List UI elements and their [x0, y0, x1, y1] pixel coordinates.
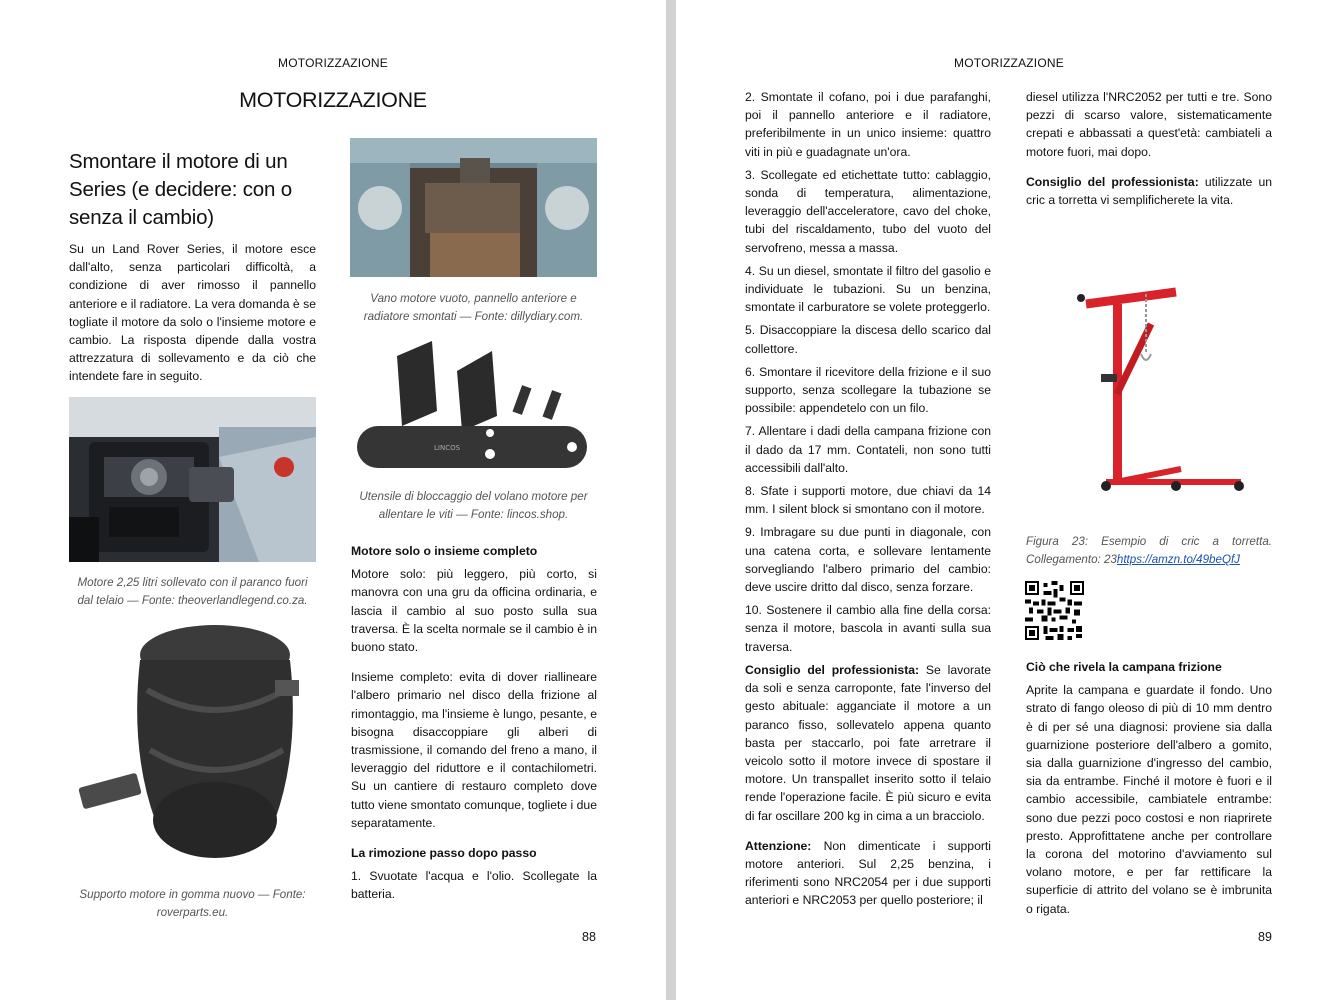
para-motore-solo: Motore solo: più leggero, più corto, si manovra con una gru da officina ordinaria, e lascia il cambio al suo posto sulla sua traversa. È la scelta normale se il cambio è in buono stato. — [351, 567, 597, 655]
attention-paragraph — [745, 837, 991, 910]
engine-bay-caption: Vano motore vuoto, pannello anteriore e radiatore smontati — Fonte: dillydiary.com. — [363, 292, 584, 323]
step-5: 5. Disaccoppiare la discesa dello scarico dal collettore. — [745, 323, 991, 356]
step-2: 2. Smontate il cofano, poi i due parafanghi, poi il pannello anteriore e il radiatore, preferibilmente in un unico insieme: quattro viti in più e guadagnate un'ora. — [745, 90, 991, 159]
tip-professional-1 — [745, 661, 991, 825]
qr-code[interactable] — [1025, 581, 1084, 640]
amazon-link[interactable]: https://amzn.to/49beQfJ — [1116, 553, 1240, 566]
intro-paragraph: Su un Land Rover Series, il motore esce dall'alto, senza particolari difficoltà, a condizione di aver rimosso il pannello anteriore e il radiatore. La vera domanda è se togliate il motore da solo o l'insieme motore e cambio. La risposta dipende dalla vostra attrezzatura di sollevamento e da ciò che intendete fare in seguito. — [69, 242, 316, 384]
step-8: 8. Sfate i supporti motore, due chiavi da 14 mm. I silent block si smontano con il motore. — [745, 484, 991, 517]
tip-2-label: Consiglio del professionista: — [1026, 174, 1199, 189]
book-gutter — [666, 0, 676, 1000]
tip-professional-2 — [1026, 173, 1272, 209]
step-4: 4. Su un diesel, smontate il filtro del gasolio e individuate le tubazioni. Su un benzina, smontate il carburatore se volete proteggerlo. — [745, 263, 991, 315]
para-campana: Aprite la campana e guardate il fondo. Uno strato di fango oleoso di più di 10 mm dentro è di per sé una diagnosi: proviene sia dalla guarnizione posteriore dell'albero a gomito, sia dalla guarnizione d'ingresso del cambio, sia da entrambe. Finché il motore è fuori e il cambio accessibile, cambiatele entrambe: sono due pezzi poco costosi e non riaprirete presto. Approfittatene anche per controllare la corona del motorino d'avviamento sul volano motore, e per far rettificare la superficie di attrito del volano se è imbrunita o rigata. — [1026, 683, 1272, 916]
campana-column — [1026, 652, 1272, 923]
left-column — [69, 148, 316, 391]
para-insieme-completo: Insieme completo: evita di dover riallineare l'albero primario nel disco della frizione al rimontaggio, ma l'insieme è lungo, pesante, e bisogna disaccoppiare gli alberi di trasmissione, il comando del freno a mano, il leveraggio del riduttore e il contachilometri. Su un cantiere di restauro completo dove tutto viene smontato comunque, togliete i due separatamente. — [351, 670, 597, 830]
tip-1-label: Consiglio del professionista: — [745, 662, 920, 677]
section-title: Smontare il motore di un Series (e decidere: con o senza il cambio) — [69, 150, 292, 229]
tool-brand-logo: LINCOS — [434, 444, 461, 452]
right-page — [676, 0, 1342, 1000]
flywheel-tool-caption: Utensile di bloccaggio del volano motore per allentare le viti — Fonte: lincos.shop. — [359, 490, 588, 521]
attention-label: Attenzione: — [745, 838, 812, 853]
engine-mount-caption: Supporto motore in gomma nuovo — Fonte: roverparts.eu. — [79, 888, 306, 919]
steps-column — [745, 88, 991, 915]
attention-text: Non dimenticate i supporti motore anteriori. Sul 2,25 benzina, i riferimenti sono NRC2054 per i due supporti anteriori e NRC2053 per quello posteriore; il — [745, 838, 992, 908]
page-number-left: 88 — [582, 930, 596, 944]
chapter-title: MOTORIZZAZIONE — [239, 88, 427, 112]
step-1: 1. Svuotate l'acqua e l'olio. Scollegate la batteria. — [351, 869, 597, 902]
crane-caption-text: Figura 23: Esempio di cric a torretta. Collegamento: 23 — [1026, 535, 1272, 566]
running-head-left: MOTORIZZAZIONE — [278, 56, 388, 70]
running-head-right: MOTORIZZAZIONE — [954, 56, 1064, 70]
tip-column — [1026, 88, 1272, 214]
crane-figure-caption — [1026, 533, 1272, 569]
engine-crane-photo — [1061, 284, 1246, 496]
left-page — [0, 0, 666, 1000]
engine-bay-photo — [350, 138, 597, 277]
step-6: 6. Smontare il ricevitore della frizione e il suo supporto, senza scollegare la tubazione se possibile: appendetelo con un filo. — [745, 364, 991, 416]
left-page-right-column — [351, 536, 597, 909]
engine-lifted-caption: Motore 2,25 litri sollevato con il paranco fuori dal telaio — Fonte: theoverlandlegend.co.za. — [77, 576, 308, 607]
engine-mount-photo — [75, 620, 310, 875]
tip-1-text: Se lavorate da soli e senza carroponte, fate l'inverso del gesto abituale: agganciate il motore a un paranco fisso, sollevatelo appena quanto basta per staccarlo, poi fate arretrare il veicolo sotto il motore invece di spostare il motore. Un transpallet inserito sotto il telaio rende l'operazione facile. È più sicuro e evita di far oscillare 200 kg in cima a un bracciolo. — [745, 662, 991, 823]
step-3: 3. Scollegate ed etichettate tutto: cablaggio, sonda di temperatura, alimentazione, leveraggio dell'acceleratore, cavo del choke, tubi del riscaldamento, tubo del vuoto del servofreno, messa a massa. — [745, 167, 991, 255]
page-number-right: 89 — [1258, 930, 1272, 944]
subhead-motore-solo: Motore solo o insieme completo — [351, 544, 538, 558]
step-7: 7. Allentare i dadi della campana frizione con il dado da 17 mm. Contateli, non sono tutti accessibili dall'alto. — [745, 424, 991, 475]
subhead-rimozione: La rimozione passo dopo passo — [351, 846, 537, 861]
step-10: 10. Sostenere il cambio alla fine della corsa: senza il motore, bascola in avanti sulla sua traversa. — [745, 603, 991, 654]
tip-2-text: utilizzate un cric a torretta vi semplificherete la vita. — [1026, 174, 1272, 208]
engine-lifted-photo — [69, 397, 316, 562]
step-9: 9. Imbragare su due punti in diagonale, con una catena corta, e sollevare lentamente sorvegliando l'albero primario del cambio: deve uscire dritto dal disco, senza forzare. — [745, 525, 991, 595]
subhead-campana: Ciò che rivela la campana frizione — [1026, 660, 1222, 674]
flywheel-tool-photo — [352, 336, 595, 476]
attention-continuation: diesel utilizza l'NRC2052 per tutti e tre. Sono pezzi di scarso valore, sistematicamente crepati e abbassati a quest'età: cambiateli a motore fuori, mai dopo. — [1026, 90, 1272, 159]
